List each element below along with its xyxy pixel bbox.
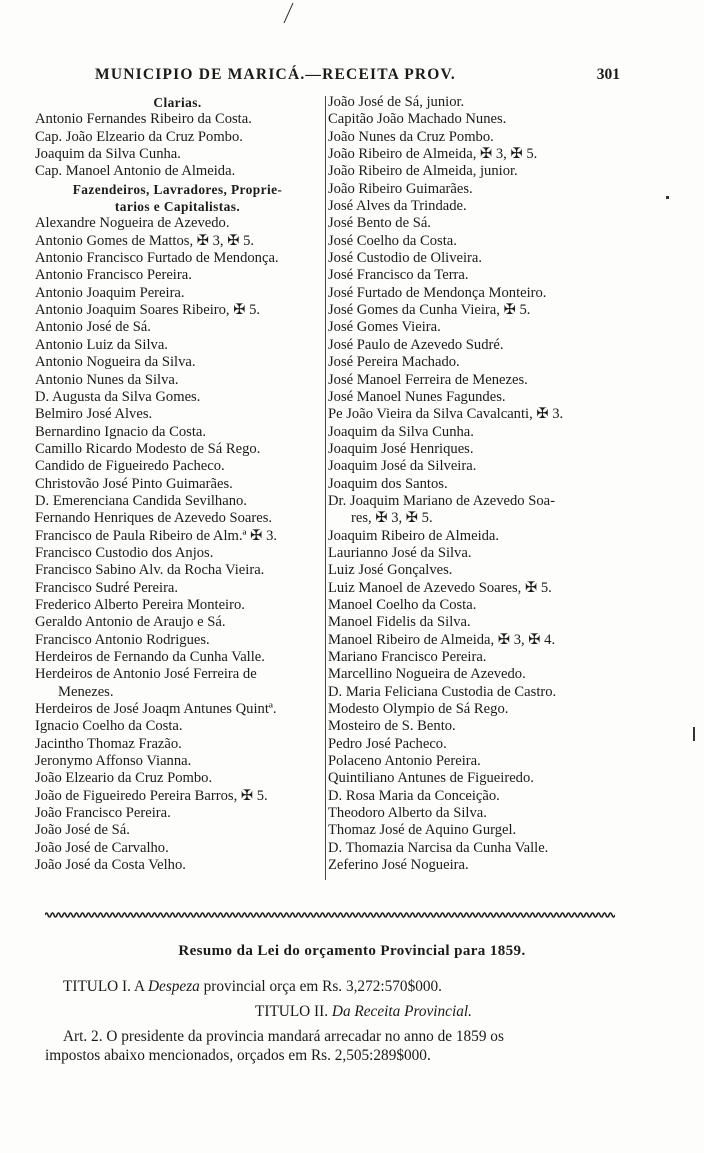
section-heading: Clarias. (153, 95, 202, 110)
name-entry: João José de Sá, junior. (328, 94, 465, 110)
name-entry: Francisco Sudré Pereira. (35, 579, 179, 596)
article-2-line-1: Art. 2. O presidente da provincia mandará arrecadar no anno de 1859 os (63, 1028, 504, 1045)
name-entry: Antonio José de Sá. (35, 319, 151, 336)
name-entry: Modesto Olympio de Sá Rego. (328, 701, 509, 718)
name-entry: Menezes. (58, 683, 114, 700)
name-entry: João Nunes da Cruz Pombo. (328, 128, 494, 145)
name-entry: Herdeiros de Antonio José Ferreira de (35, 666, 257, 683)
name-entry: Manoel Coelho da Costa. (328, 596, 477, 613)
name-entry: Francisco de Paula Ribeiro de Alm.ª ✠ 3. (35, 527, 278, 544)
article-2-line-2: impostos abaixo mencionados, orçados em Rs. 2,505:289$000. (45, 1047, 431, 1064)
name-entry: Candido de Figueiredo Pacheco. (35, 458, 225, 475)
name-entry: Herdeiros de José Joaqm Antunes Quintª. (35, 701, 277, 718)
name-entry: Zeferino José Nogueira. (328, 857, 469, 874)
name-entry: Francisco Antonio Rodrigues. (35, 631, 210, 648)
name-entry: D. Emerenciana Candida Sevilhano. (35, 492, 247, 509)
name-entry: João José da Costa Velho. (35, 857, 186, 874)
name-entry: João de Figueiredo Pereira Barros, ✠ 5. (35, 787, 268, 804)
name-entry: José Furtado de Mendonça Monteiro. (328, 284, 547, 301)
name-entry: Jacintho Thomaz Frazão. (35, 735, 182, 752)
wavy-rule (45, 910, 615, 920)
name-entry: João Elzeario da Cruz Pombo. (35, 770, 213, 787)
name-entry: José Manoel Nunes Fagundes. (328, 388, 506, 405)
name-entry: Francisco Custodio dos Anjos. (35, 544, 214, 561)
titulo-1-line (63, 976, 442, 997)
name-entry: Bernardino Ignacio da Costa. (35, 423, 207, 440)
name-entry: Thomaz José de Aquino Gurgel. (328, 822, 517, 839)
name-entry: Joaquim dos Santos. (328, 475, 448, 492)
name-entry: José Paulo de Azevedo Sudré. (328, 336, 504, 353)
name-entry: Marcellino Nogueira de Azevedo. (328, 666, 526, 683)
name-entry: José Alves da Trindade. (328, 198, 467, 215)
name-entry: Joaquim Ribeiro de Almeida. (328, 527, 500, 544)
name-entry: Joaquim José da Silveira. (328, 458, 477, 475)
name-entry: José Gomes da Cunha Vieira, ✠ 5. (328, 302, 531, 319)
name-entry: Manoel Fidelis da Silva. (328, 614, 471, 631)
name-entry: José Coelho da Costa. (328, 232, 457, 249)
budget-summary-title: Resumo da Lei do orçamento Provincial para 1859. (178, 943, 526, 959)
name-entry: Mosteiro de S. Bento. (328, 718, 456, 735)
name-entry: Antonio Gomes de Mattos, ✠ 3, ✠ 5. (35, 232, 255, 249)
name-entry: Cap. Manoel Antonio de Almeida. (35, 163, 236, 180)
name-entry: Luiz Manoel de Azevedo Soares, ✠ 5. (328, 579, 552, 596)
name-entry: D. Rosa Maria da Conceição. (328, 787, 500, 804)
titulo-1-emphasis: Despeza (147, 978, 200, 995)
name-entry: Manoel Ribeiro de Almeida, ✠ 3, ✠ 4. (328, 631, 556, 648)
name-entry: Capitão João Machado Nunes. (328, 111, 507, 128)
name-entry: Antonio Francisco Pereira. (35, 267, 192, 284)
name-entry: Camillo Ricardo Modesto de Sá Rego. (35, 440, 261, 457)
name-entry: Jeronymo Affonso Vianna. (35, 753, 192, 770)
name-entry: Laurianno José da Silva. (328, 544, 472, 561)
name-entry: Polaceno Antonio Pereira. (328, 753, 481, 770)
name-entry: José Gomes Vieira. (328, 319, 441, 336)
name-entry: D. Maria Feliciana Custodia de Castro. (328, 683, 557, 700)
name-entry: Quintiliano Antunes de Figueiredo. (328, 770, 534, 787)
titulo-2-emphasis: Da Receita Provincial. (331, 1003, 472, 1020)
name-entry: D. Thomazia Narcisa da Cunha Valle. (328, 839, 549, 856)
name-entry: Alexandre Nogueira de Azevedo. (35, 215, 230, 232)
name-entry: Francisco Sabino Alv. da Rocha Vieira. (35, 562, 265, 579)
name-entry: Ignacio Coelho da Costa. (35, 718, 183, 735)
section-heading: Fazendeiros, Lavradores, Proprie- (72, 181, 283, 197)
section-heading: tarios e Capitalistas. (114, 199, 241, 215)
name-entry: Mariano Francisco Pereira. (328, 649, 487, 665)
name-entry: Herdeiros de Fernando da Cunha Valle. (35, 649, 265, 665)
left-column-list (35, 94, 320, 874)
column-divider (325, 96, 326, 880)
name-entry: Antonio Francisco Furtado de Mendonça. (35, 250, 279, 267)
name-entry: Joaquim da Silva Cunha. (35, 146, 181, 163)
name-entry: Cap. João Elzeario da Cruz Pombo. (35, 128, 243, 145)
name-entry: Fernando Henriques de Azevedo Soares. (35, 510, 273, 527)
name-entry: Luiz José Gonçalves. (328, 562, 453, 579)
name-entry: Theodoro Alberto da Silva. (328, 805, 487, 822)
name-entry: D. Augusta da Silva Gomes. (35, 388, 201, 405)
name-entry: Antonio Joaquim Pereira. (35, 284, 185, 301)
name-entry: José Pereira Machado. (328, 354, 460, 371)
name-entry: Pedro José Pacheco. (328, 735, 447, 752)
name-entry: João José de Sá. (35, 822, 130, 839)
name-entry: José Bento de Sá. (328, 215, 431, 232)
name-entry: Joaquim da Silva Cunha. (328, 423, 474, 440)
page-number: 301 (596, 66, 620, 83)
name-entry: João Ribeiro Guimarães. (328, 180, 473, 197)
name-entry: Antonio Nunes da Silva. (35, 371, 179, 388)
name-entry: Geraldo Antonio de Araujo e Sá. (35, 614, 226, 631)
name-entry: José Custodio de Oliveira. (328, 250, 483, 267)
page-header-title: MUNICIPIO DE MARICÁ.—RECEITA PROV. (95, 66, 457, 83)
name-entry: Antonio Fernandes Ribeiro da Costa. (35, 111, 252, 128)
name-entry: Pe João Vieira da Silva Cavalcanti, ✠ 3. (328, 406, 564, 423)
name-entry: João Ribeiro de Almeida, junior. (328, 163, 518, 180)
name-entry: Antonio Nogueira da Silva. (35, 354, 196, 371)
name-entry: Christovão José Pinto Guimarães. (35, 475, 233, 492)
name-entry: Dr. Joaquim Mariano de Azevedo Soa- (328, 492, 555, 509)
name-entry: Frederico Alberto Pereira Monteiro. (35, 596, 245, 613)
name-entry: João José de Carvalho. (35, 839, 169, 856)
titulo-2-prefix: TITULO II. (255, 1003, 332, 1020)
running-header (95, 66, 620, 84)
titulo-2-line (255, 1001, 472, 1022)
name-entry: José Manoel Ferreira de Menezes. (328, 371, 528, 388)
name-entry: José Francisco da Terra. (328, 267, 469, 284)
ink-speck (693, 727, 695, 741)
name-entry: Joaquim José Henriques. (328, 440, 474, 457)
name-entry: res, ✠ 3, ✠ 5. (351, 510, 433, 527)
ink-speck (666, 196, 669, 199)
titulo-1-prefix: TITULO I. A (63, 978, 148, 995)
name-entry: João Francisco Pereira. (35, 805, 171, 822)
pen-stroke-mark (281, 2, 295, 24)
name-entry: João Ribeiro de Almeida, ✠ 3, ✠ 5. (328, 146, 538, 163)
right-column-list (328, 94, 620, 874)
titulo-1-rest: provincial orça em Rs. 3,272:570$000. (199, 978, 442, 995)
name-entry: Belmiro José Alves. (35, 406, 153, 423)
name-entry: Antonio Luiz da Silva. (35, 336, 168, 353)
name-entry: Antonio Joaquim Soares Ribeiro, ✠ 5. (35, 302, 261, 319)
